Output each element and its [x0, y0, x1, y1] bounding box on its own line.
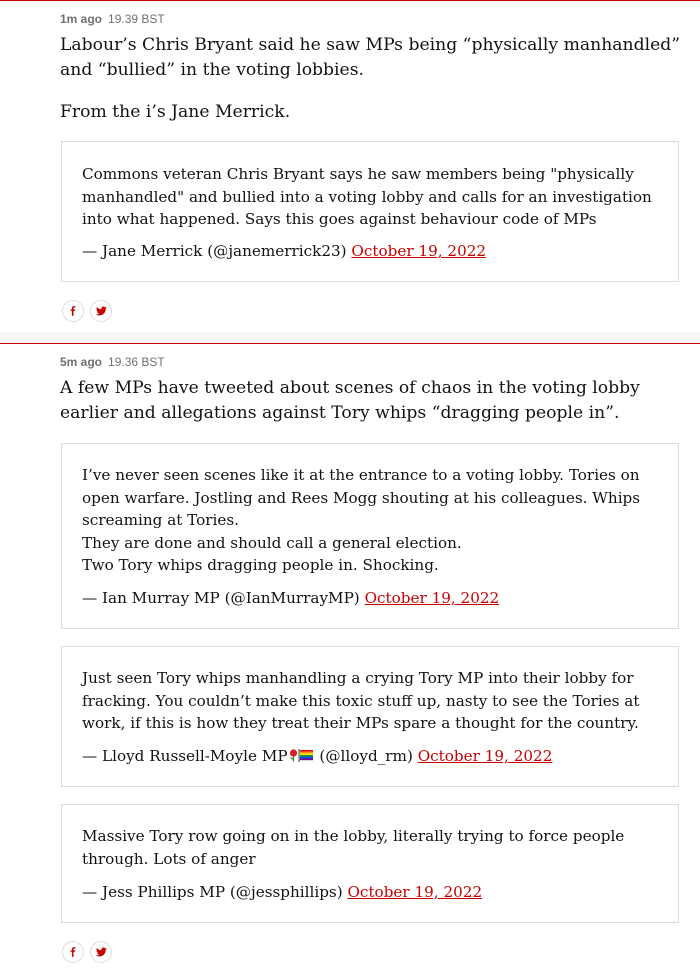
post-time: 19.36 BST: [108, 355, 165, 369]
tweet-author: — Jane Merrick (@janemerrick23): [82, 242, 347, 260]
tweet-author: — Jess Phillips MP (@jessphillips): [82, 883, 343, 901]
tweet-text: They are done and should call a general election.: [82, 534, 462, 552]
twitter-share-button[interactable]: [90, 300, 112, 322]
tweet-author-handle: (@lloyd_rm): [319, 747, 413, 765]
tweet-date-link[interactable]: October 19, 2022: [417, 747, 553, 765]
tweet-attribution: [82, 745, 552, 768]
post-relative-time: 5m ago: [60, 355, 103, 369]
tweet-date-link[interactable]: October 19, 2022: [347, 883, 483, 901]
tweet-author: — Lloyd Russell-Moyle MP: [82, 747, 288, 765]
embedded-tweet: [61, 443, 679, 629]
tweet-author-emoji: [289, 746, 314, 768]
post-timestamp[interactable]: [60, 12, 165, 26]
tweet-text: Commons veteran Chris Bryant says he saw members being "physically manhandled" and bullied into a voting lobby and calls for an investigation into what happened. Says this goes against behaviour code of MPs: [82, 165, 652, 228]
facebook-share-button[interactable]: [62, 941, 84, 963]
embedded-tweet: [61, 141, 679, 282]
rainbow-flag-icon: [298, 749, 314, 762]
twitter-share-button[interactable]: [90, 941, 112, 963]
tweet-attribution: [82, 240, 486, 262]
tweet-attribution: [82, 881, 482, 903]
post-paragraph: From the i’s Jane Merrick.: [60, 102, 291, 122]
post-timestamp[interactable]: [60, 355, 165, 369]
facebook-share-button[interactable]: [62, 300, 84, 322]
rose-icon: [289, 749, 298, 762]
tweet-date-link[interactable]: October 19, 2022: [351, 242, 487, 260]
tweet-text: Massive Tory row going on in the lobby, literally trying to force people through. Lots of anger: [82, 827, 625, 868]
tweet-text: I’ve never seen scenes like it at the entrance to a voting lobby. Tories on open warfare. Jostling and Rees Mogg shouting at his colleagues. Whips screaming at Tories.: [82, 466, 641, 529]
embedded-tweet: [61, 804, 679, 923]
embedded-tweet: [61, 646, 679, 787]
post-paragraph: Labour’s Chris Bryant said he saw MPs being “physically manhandled” and “bullied” in the voting lobbies.: [60, 35, 681, 80]
facebook-icon: [68, 947, 78, 957]
twitter-icon: [96, 306, 107, 316]
tweet-text: Two Tory whips dragging people in. Shocking.: [82, 556, 439, 574]
post-paragraph: A few MPs have tweeted about scenes of chaos in the voting lobby earlier and allegations against Tory whips “dragging people in”.: [60, 378, 640, 423]
post-time: 19.39 BST: [108, 12, 165, 26]
post-relative-time: 1m ago: [60, 12, 103, 26]
facebook-icon: [68, 306, 78, 316]
live-blog-post: [0, 0, 700, 332]
twitter-icon: [96, 947, 107, 957]
tweet-author: — Ian Murray MP (@IanMurrayMP): [82, 589, 360, 607]
live-blog-post: [0, 343, 700, 969]
tweet-date-link[interactable]: October 19, 2022: [364, 589, 500, 607]
tweet-text: Just seen Tory whips manhandling a crying Tory MP into their lobby for fracking. You couldn’t make this toxic stuff up, nasty to see the Tories at work, if this is how they treat their MPs spare a thought for the country.: [82, 669, 640, 732]
tweet-attribution: [82, 587, 499, 609]
